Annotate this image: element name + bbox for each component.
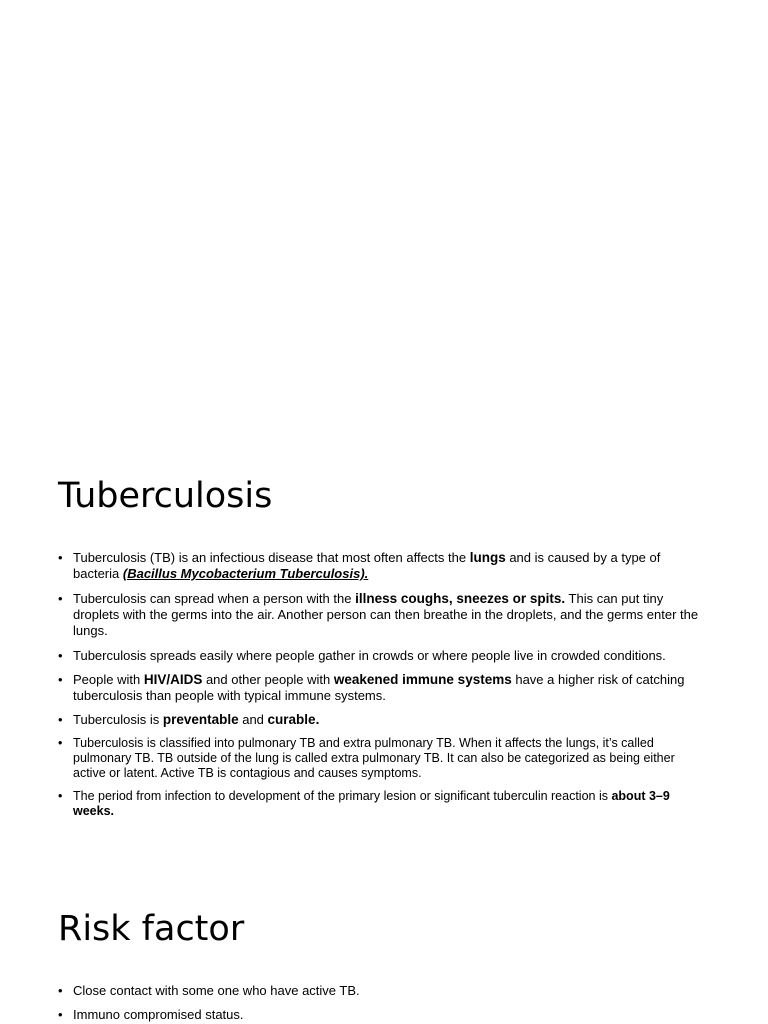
list-item: • Tuberculosis (TB) is an infectious disease that most often affects the lungs and is caused by a type of bacteria (Bacillus Mycobacterium Tuberculosis). <box>58 550 661 581</box>
list-item: • Tuberculosis is classified into pulmonary TB and extra pulmonary TB. When it affects the lungs, it’s called pulmonary TB. TB outside of the lung is called extra pulmonary TB. It can also be categorized as being either active or latent. Active TB is contagious and causes symptoms. <box>58 736 675 780</box>
bullet-icon: • <box>58 736 63 750</box>
section-title-risk-factor: Risk factor <box>58 909 245 949</box>
list-item: • Immuno compromised status. <box>58 1007 244 1022</box>
bullet-icon: • <box>58 712 63 727</box>
bullet-icon: • <box>58 1007 63 1022</box>
tuberculosis-facts-list <box>58 550 708 819</box>
bullet-icon: • <box>58 672 63 687</box>
list-item: • Tuberculosis spreads easily where people gather in crowds or where people live in crowded conditions. <box>58 648 666 663</box>
list-item: • The period from infection to development of the primary lesion or significant tuberculin reaction is about 3–9 weeks. <box>58 789 670 818</box>
bullet-icon: • <box>58 550 63 565</box>
bullet-icon: • <box>58 648 63 663</box>
bullet-icon: • <box>58 789 63 803</box>
bullet-icon: • <box>58 591 63 606</box>
section-title-tuberculosis: Tuberculosis <box>58 476 273 516</box>
list-item: • Tuberculosis is preventable and curable. <box>58 712 320 727</box>
list-item: • Tuberculosis can spread when a person with the illness coughs, sneezes or spits. This can put tiny droplets with the germs into the air. Another person can then breathe in the droplets, and the germs enter the lungs. <box>58 591 699 638</box>
bullet-icon: • <box>58 983 63 998</box>
risk-factor-list <box>58 983 708 1023</box>
list-item: • People with HIV/AIDS and other people with weakened immune systems have a higher risk of catching tuberculosis than people with typical immune systems. <box>58 672 685 703</box>
list-item: • Close contact with some one who have active TB. <box>58 983 360 998</box>
